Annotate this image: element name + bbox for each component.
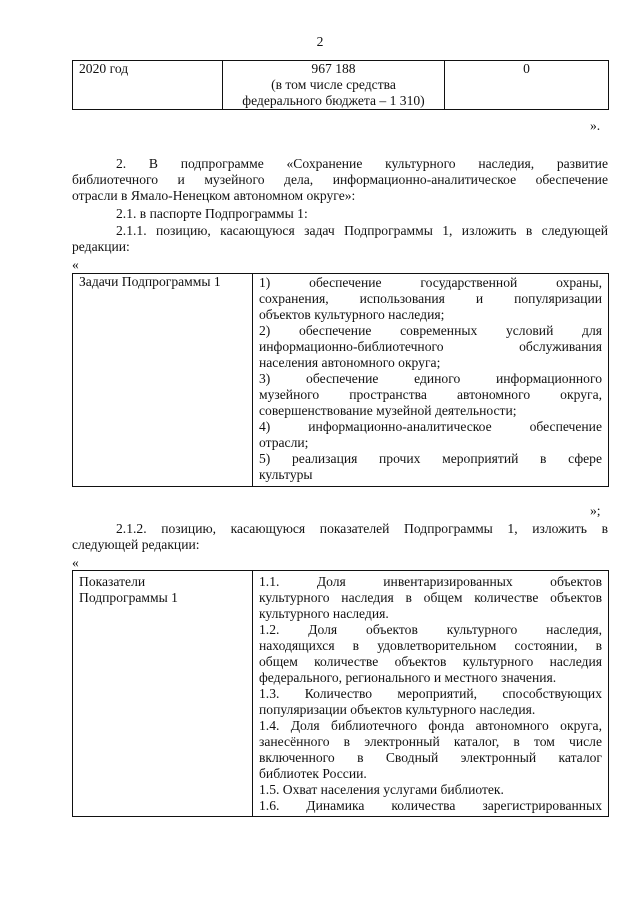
text-line: культуры <box>259 467 313 482</box>
text-line: 2) обеспечение современных условий для <box>259 323 602 338</box>
text-line: 2. В подпрограмме «Сохранение культурного наследия, развитие <box>116 156 608 171</box>
text-line: 1.4. Доля библиотечного фонда автономного округа, <box>259 718 602 733</box>
year-cell: 2020 год <box>73 61 223 110</box>
table-row <box>73 61 609 110</box>
text-line: 2.1.1. позицию, касающуюся задач Подпрограммы 1, изложить в следующей <box>116 223 608 238</box>
tasks-table <box>72 273 609 487</box>
text-line: редакции: <box>72 239 130 254</box>
paragraph-2-1-1 <box>72 223 608 255</box>
page-number: 2 <box>316 34 324 49</box>
amount-cell <box>223 61 445 110</box>
text-line: 1.5. Охват населения услугами библиотек. <box>259 782 504 797</box>
text-line: 1.1. Доля инвентаризированных объектов <box>259 574 602 589</box>
text-line: сохранения, использования и популяризации <box>259 291 602 306</box>
amount-line: федерального бюджета – 1 310) <box>242 93 425 108</box>
text-line: культурного наследия. <box>259 606 389 621</box>
label-line: Показатели <box>79 574 146 589</box>
indicators-content-cell <box>253 571 609 817</box>
text-line: совершенствование музейной деятельности; <box>259 403 517 418</box>
closing-quote: ». <box>590 118 601 133</box>
text-line: 1) обеспечение государственной охраны, <box>259 275 602 290</box>
text-line: следующей редакции: <box>72 537 200 552</box>
text-line: 4) информационно-аналитическое обеспечение <box>259 419 602 434</box>
text-line: объектов культурного наследия; <box>259 307 445 322</box>
tasks-content-cell <box>253 274 609 487</box>
text-line: общем количестве объектов культурного наследия <box>259 654 602 669</box>
opening-quote: « <box>72 257 79 272</box>
text-line: находящихся в удовлетворительном состоянии, в <box>259 638 602 653</box>
text-line: включенного в Сводный электронный каталог <box>259 750 602 765</box>
paragraph-2-1: 2.1. в паспорте Подпрограммы 1: <box>116 206 308 221</box>
closing-quote: »; <box>590 503 601 518</box>
text-line: отрасли в Ямало-Ненецком автономном округе»: <box>72 188 356 203</box>
text-line: библиотек России. <box>259 766 367 781</box>
text-line: библиотечного и музейного дела, информационно-аналитическое обеспечение <box>72 172 608 187</box>
text-line: 1.6. Динамика количества зарегистрированных <box>259 798 602 813</box>
paragraph-2 <box>72 156 608 204</box>
text-line: 3) обеспечение единого информационного <box>259 371 602 386</box>
text-line: культурного наследия в общем количестве объектов <box>259 590 602 605</box>
label-line: Подпрограммы 1 <box>79 590 178 605</box>
text-line: занесённого в электронный каталог, в том числе <box>259 734 602 749</box>
text-line: 2.1.2. позицию, касающуюся показателей Подпрограммы 1, изложить в <box>116 521 608 536</box>
table-row <box>73 274 609 487</box>
paragraph-2-1-2 <box>72 521 608 553</box>
opening-quote: « <box>72 555 79 570</box>
text-line: популяризации объектов культурного наследия. <box>259 702 536 717</box>
funding-table <box>72 60 609 110</box>
value-cell: 0 <box>445 61 609 110</box>
tasks-label-cell: Задачи Подпрограммы 1 <box>73 274 253 487</box>
indicators-table <box>72 570 609 817</box>
text-line: 5) реализация прочих мероприятий в сфере <box>259 451 602 466</box>
text-line: 1.3. Количество мероприятий, способствующих <box>259 686 602 701</box>
indicators-label-cell <box>73 571 253 817</box>
text-line: 1.2. Доля объектов культурного наследия, <box>259 622 602 637</box>
table-row <box>73 571 609 817</box>
amount-line: 967 188 <box>311 61 356 76</box>
text-line: музейного пространства автономного округа, <box>259 387 602 402</box>
text-line: населения автономного округа; <box>259 355 441 370</box>
amount-line: (в том числе средства <box>271 77 396 92</box>
text-line: федерального, регионального и местного значения. <box>259 670 557 685</box>
text-line: информационно-библиотечного обслуживания <box>259 339 602 354</box>
text-line: отрасли; <box>259 435 309 450</box>
